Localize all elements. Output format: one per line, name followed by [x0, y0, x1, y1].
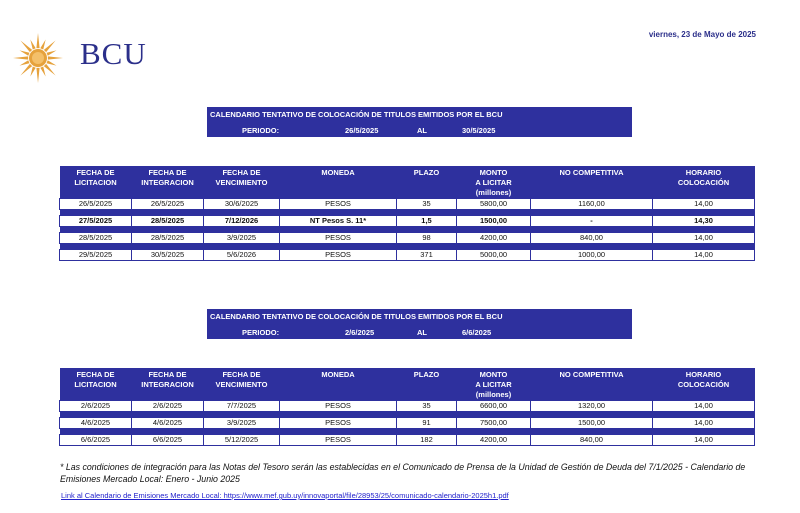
table-cell: 30/6/2025	[204, 199, 280, 210]
table-cell: PESOS	[280, 401, 397, 412]
table-cell: 1500,00	[457, 216, 531, 227]
table-cell: 1160,00	[531, 199, 653, 210]
sun-ray	[20, 60, 30, 65]
sun-ray	[36, 33, 39, 48]
calendar-1-title: CALENDARIO TENTATIVO DE COLOCACIÓN DE TITULOS EMITIDOS POR EL BCU	[210, 110, 503, 119]
calendar-1-table	[59, 166, 755, 261]
table-row	[60, 250, 755, 261]
column-header: NO COMPETITIVA	[531, 166, 653, 199]
sun-ray	[40, 40, 45, 50]
table-row	[60, 401, 755, 412]
sun-ray	[13, 56, 28, 59]
table-cell: 26/5/2025	[60, 199, 132, 210]
table-cell: 14,00	[653, 199, 755, 210]
table-cell: 6/6/2025	[60, 435, 132, 446]
sun-ray	[30, 40, 35, 50]
table-row	[60, 216, 755, 227]
table-cell: 35	[397, 401, 457, 412]
calendar-2-title: CALENDARIO TENTATIVO DE COLOCACIÓN DE TITULOS EMITIDOS POR EL BCU	[210, 312, 503, 321]
table-row	[60, 418, 755, 429]
table-cell: 182	[397, 435, 457, 446]
table-cell: 29/5/2025	[60, 250, 132, 261]
table-cell: 3/9/2025	[204, 233, 280, 244]
sun-ray	[30, 67, 35, 77]
column-header: MONTO A LICITAR (millones)	[457, 166, 531, 199]
table-cell: PESOS	[280, 435, 397, 446]
table-cell: 14,00	[653, 401, 755, 412]
column-header: FECHA DE INTEGRACION	[132, 368, 204, 401]
column-header: MONEDA	[280, 368, 397, 401]
table-cell: 14,00	[653, 233, 755, 244]
sun-ray	[44, 40, 56, 52]
column-header: NO COMPETITIVA	[531, 368, 653, 401]
table-cell: 840,00	[531, 233, 653, 244]
table-cell: 5/6/2026	[204, 250, 280, 261]
table-cell: -	[531, 216, 653, 227]
sun-ray	[47, 50, 57, 55]
table-cell: 28/5/2025	[132, 233, 204, 244]
table-cell: 7/12/2026	[204, 216, 280, 227]
table-cell: 4200,00	[457, 435, 531, 446]
column-header: FECHA DE INTEGRACION	[132, 166, 204, 199]
calendar-1-period-to: 30/5/2025	[462, 126, 496, 135]
table-cell: PESOS	[280, 199, 397, 210]
table-cell: 27/5/2025	[60, 216, 132, 227]
calendar-2-period-from: 2/6/2025	[345, 328, 375, 337]
calendar-1-period-from: 26/5/2025	[345, 126, 379, 135]
table-cell: 2/6/2025	[60, 401, 132, 412]
table-cell: 7500,00	[457, 418, 531, 429]
column-header: HORARIO COLOCACIÓN	[653, 166, 755, 199]
table-cell: 371	[397, 250, 457, 261]
table-cell: 1,5	[397, 216, 457, 227]
column-header: PLAZO	[397, 368, 457, 401]
table-row	[60, 233, 755, 244]
table-cell: 26/5/2025	[132, 199, 204, 210]
table-cell: 6600,00	[457, 401, 531, 412]
table-cell: 4200,00	[457, 233, 531, 244]
calendar-link[interactable]: Link al Calendario de Emisiones Mercado Local: https://www.mef.gub.uy/innovaportal/file/28953/25/comunicado-calendario-2025h1.pdf	[61, 491, 509, 500]
column-header: PLAZO	[397, 166, 457, 199]
sun-ray	[36, 68, 39, 83]
table-cell: 5/12/2025	[204, 435, 280, 446]
bcu-logo-text: BCU	[80, 36, 147, 71]
table-cell: 3/9/2025	[204, 418, 280, 429]
column-header: FECHA DE VENCIMIENTO	[204, 368, 280, 401]
table-cell: 1320,00	[531, 401, 653, 412]
calendar-2-period-to: 6/6/2025	[462, 328, 492, 337]
table-cell: 14,00	[653, 435, 755, 446]
sun-ray	[20, 50, 30, 55]
table-cell: 7/7/2025	[204, 401, 280, 412]
sun-ray	[47, 60, 57, 65]
table-cell: 35	[397, 199, 457, 210]
calendar-2-period-label: PERIODO:	[242, 328, 280, 337]
table-row	[60, 435, 755, 446]
table-cell: PESOS	[280, 233, 397, 244]
table-cell: PESOS	[280, 418, 397, 429]
footnote: * Las condiciones de integración para las Notas del Tesoro serán las establecidas en el Comunicado de Prensa de la Unidad de Gestión de Deuda del 7/1/2025 - Calendario de Emisiones Mercado Local: Enero - Junio 2025	[60, 462, 746, 484]
table-cell: 4/6/2025	[132, 418, 204, 429]
table-cell: 5000,00	[457, 250, 531, 261]
table-cell: 1500,00	[531, 418, 653, 429]
table-cell: 14,00	[653, 418, 755, 429]
table-cell: 1000,00	[531, 250, 653, 261]
table-cell: NT Pesos S. 11*	[280, 216, 397, 227]
table-cell: 6/6/2025	[132, 435, 204, 446]
calendar-2-header	[207, 309, 632, 339]
column-header: FECHA DE LICITACION	[60, 368, 132, 401]
table-cell: 98	[397, 233, 457, 244]
calendar-1-header	[207, 107, 632, 137]
bcu-sun-icon	[12, 32, 64, 84]
column-header: FECHA DE VENCIMIENTO	[204, 166, 280, 199]
table-cell: 4/6/2025	[60, 418, 132, 429]
column-header: FECHA DE LICITACION	[60, 166, 132, 199]
table-cell: 5800,00	[457, 199, 531, 210]
table-cell: 91	[397, 418, 457, 429]
calendar-1-period-label: PERIODO:	[242, 126, 280, 135]
sun-ray	[20, 64, 32, 76]
table-cell: 30/5/2025	[132, 250, 204, 261]
table-cell: 2/6/2025	[132, 401, 204, 412]
table-header-row	[60, 166, 755, 199]
table-row	[60, 199, 755, 210]
table-cell: 14,00	[653, 250, 755, 261]
report-date: viernes, 23 de Mayo de 2025	[648, 30, 756, 39]
column-header: MONEDA	[280, 166, 397, 199]
table-header-row	[60, 368, 755, 401]
sun-ray	[44, 64, 56, 76]
calendar-2-period-al: AL	[417, 328, 427, 337]
sun-ray	[40, 67, 45, 77]
table-cell: 28/5/2025	[132, 216, 204, 227]
sun-ray	[20, 40, 32, 52]
table-cell: 14,30	[653, 216, 755, 227]
table-cell: 840,00	[531, 435, 653, 446]
column-header: MONTO A LICITAR (millones)	[457, 368, 531, 401]
calendar-1-period-al: AL	[417, 126, 427, 135]
table-cell: 28/5/2025	[60, 233, 132, 244]
sun-ray	[48, 56, 63, 59]
table-cell: PESOS	[280, 250, 397, 261]
column-header: HORARIO COLOCACIÓN	[653, 368, 755, 401]
calendar-2-table	[59, 368, 755, 446]
